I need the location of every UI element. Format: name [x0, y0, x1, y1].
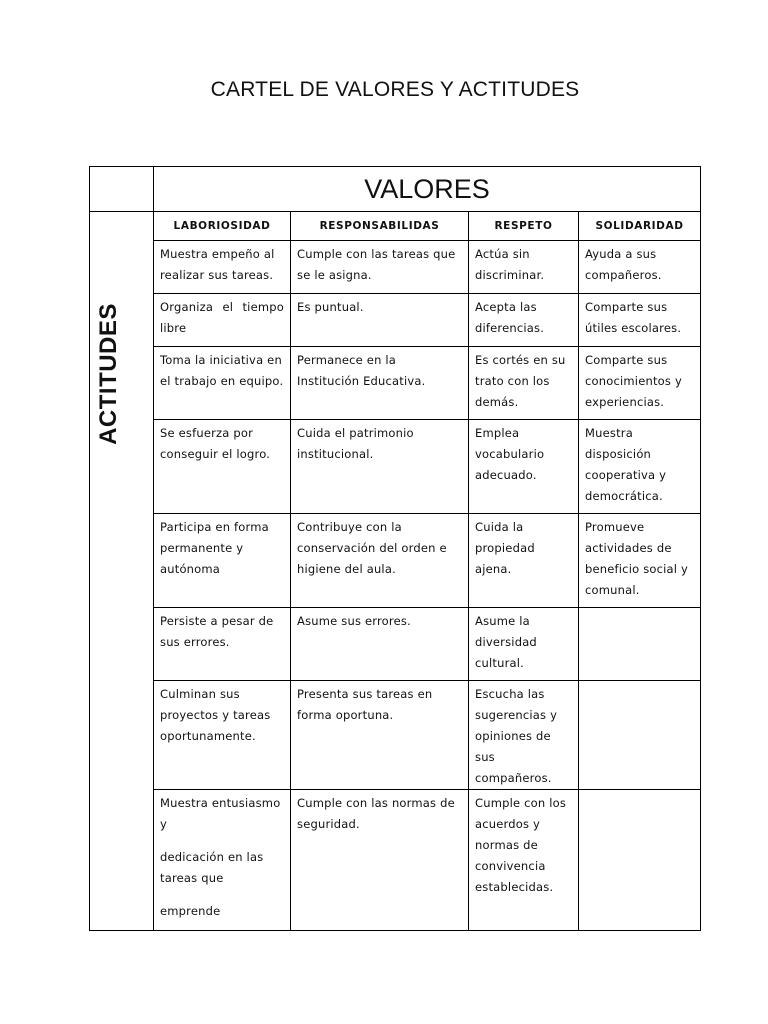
table-cell: Cumple con las normas de seguridad. — [291, 790, 469, 931]
table-cell: Cumple con las tareas que se le asigna. — [291, 241, 469, 294]
valores-header-row — [90, 167, 701, 212]
table-cell: Toma la iniciativa en el trabajo en equipo. — [154, 347, 291, 420]
column-header-responsabilidad: RESPONSABILIDAS — [291, 212, 469, 241]
table-cell: Cumple con los acuerdos y normas de convivencia establecidas. — [469, 790, 579, 931]
table-row — [90, 514, 701, 608]
table-cell: Culminan sus proyectos y tareas oportunamente. — [154, 681, 291, 790]
table-row — [90, 420, 701, 514]
column-header-solidaridad: SOLIDARIDAD — [579, 212, 701, 241]
table-cell: Cuida la propiedad ajena. — [469, 514, 579, 608]
column-header-respeto: RESPETO — [469, 212, 579, 241]
table-cell: Contribuye con la conservación del orden e higiene del aula. — [291, 514, 469, 608]
actitudes-label: ACTITUDES — [95, 303, 122, 445]
table-cell — [579, 608, 701, 681]
cell-line: dedicación en las tareas que — [160, 850, 264, 885]
table-cell: Ayuda a sus compañeros. — [579, 241, 701, 294]
table-row — [90, 681, 701, 790]
table-row — [90, 790, 701, 931]
table-cell — [154, 790, 291, 931]
table-cell: Emplea vocabulario adecuado. — [469, 420, 579, 514]
cell-line: Muestra entusiasmo y — [160, 796, 281, 831]
actitudes-cell — [90, 212, 154, 931]
column-header-laboriosidad: LABORIOSIDAD — [154, 212, 291, 241]
table-cell: Muestra empeño al realizar sus tareas. — [154, 241, 291, 294]
table-cell: Participa en forma permanente y autónoma — [154, 514, 291, 608]
valores-heading: VALORES — [154, 167, 701, 212]
table-cell: Cuida el patrimonio institucional. — [291, 420, 469, 514]
table-cell: Es cortés en su trato con los demás. — [469, 347, 579, 420]
table-cell — [579, 790, 701, 931]
table-cell: Muestra disposición cooperativa y democrática. — [579, 420, 701, 514]
table-cell: Acepta las diferencias. — [469, 294, 579, 347]
table-cell: Persiste a pesar de sus errores. — [154, 608, 291, 681]
table-cell: Permanece en la Institución Educativa. — [291, 347, 469, 420]
table-cell: Promueve actividades de beneficio social y comunal. — [579, 514, 701, 608]
corner-cell — [90, 167, 154, 212]
page-title: CARTEL DE VALORES Y ACTITUDES — [210, 78, 580, 101]
table-row — [90, 294, 701, 347]
table-cell: Escucha las sugerencias y opiniones de sus compañeros. — [469, 681, 579, 790]
table-row — [90, 241, 701, 294]
table-row — [90, 347, 701, 420]
values-attitudes-table — [89, 166, 701, 931]
table-cell: Presenta sus tareas en forma oportuna. — [291, 681, 469, 790]
table-cell: Es puntual. — [291, 294, 469, 347]
cell-line: emprende — [160, 904, 221, 918]
table-cell: Actúa sin discriminar. — [469, 241, 579, 294]
table-cell — [579, 681, 701, 790]
table-cell: Asume sus errores. — [291, 608, 469, 681]
table-cell: Asume la diversidad cultural. — [469, 608, 579, 681]
table-cell: Comparte sus útiles escolares. — [579, 294, 701, 347]
table-cell: Organiza el tiempo libre — [154, 294, 291, 347]
table-cell: Comparte sus conocimientos y experiencias. — [579, 347, 701, 420]
table-row — [90, 608, 701, 681]
column-header-row — [90, 212, 701, 241]
table-cell: Se esfuerza por conseguir el logro. — [154, 420, 291, 514]
